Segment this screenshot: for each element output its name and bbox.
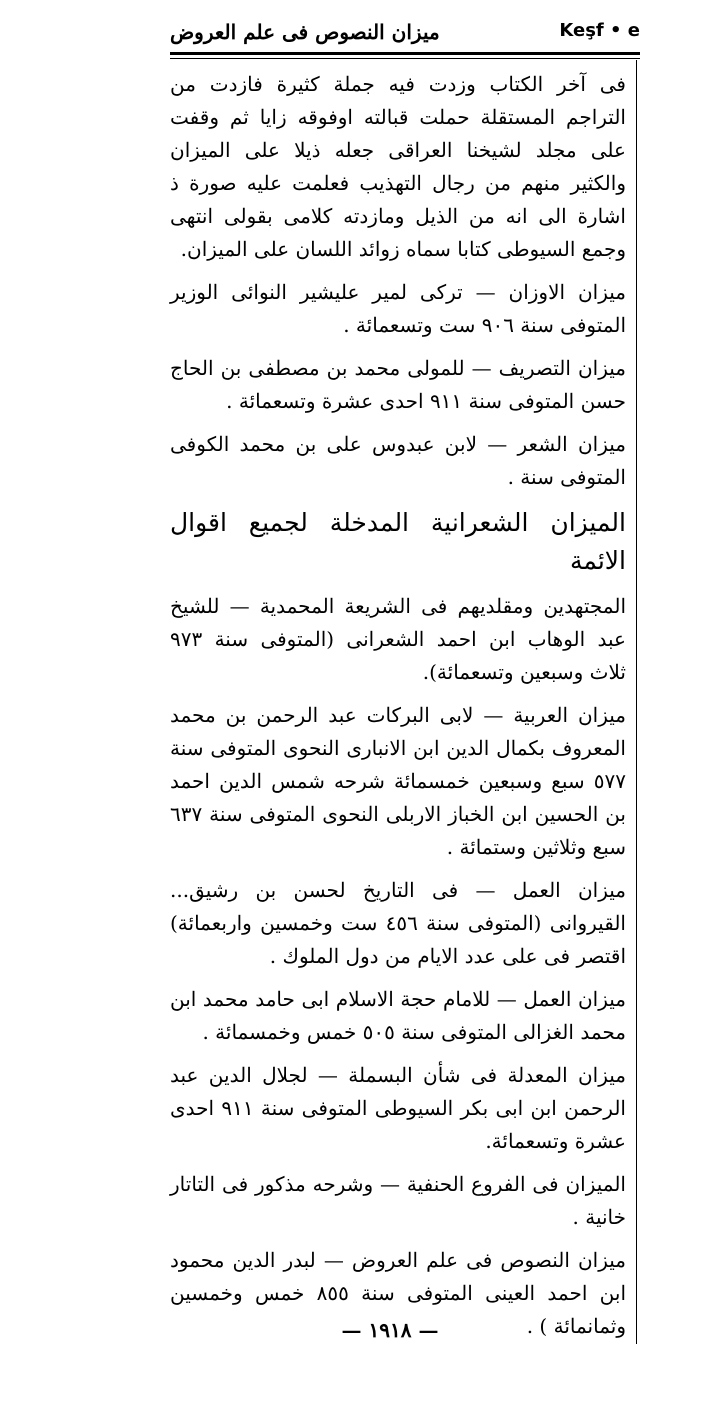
paragraph: ميزان التصريف — للمولى محمد بن مصطفى بن الحاج حسن المتوفى سنة ٩١١ احدى عشرة وتسعمائة . [170, 356, 626, 413]
paragraph: فى آخر الكتاب وزدت فيه جملة كثيرة فازدت من التراجم المستقلة حملت قبالته اوفوقه زايا ثم وقفت على مجلد لشيخنا العراقى جعله ذيلا على الميزان والكثير منهم من رجال التهذيب فعلمت عليه صورة ذ اشارة الى انه من الذيل ومازدته كلامى بقولى انتهى وجمع السيوطى كتابا سماه زوائد اللسان على الميزان. [170, 72, 626, 261]
paragraph: ميزان العمل — فى التاريخ لحسن بن رشيق... القيروانى (المتوفى سنة ٤٥٦ ست وخمسين واربعمائة) اقتصر فى على عدد الايام من دول الملوك . [170, 878, 626, 968]
paragraph: ميزان الشعر — لابن عبدوس على بن محمد الكوفى المتوفى سنة . [170, 432, 626, 489]
header-title: ميزان النصوص فى علم العروض [170, 20, 440, 44]
body-text [170, 68, 626, 1353]
header-label: Keşf • e [559, 20, 640, 41]
paragraph: المجتهدين ومقلديهم فى الشريعة المحمدية — للشيخ عبد الوهاب ابن احمد الشعرانى (المتوفى سنة ٩٧٣ ثلاث وسبعين وتسعمائة). [170, 594, 626, 684]
paragraph: ميزان الاوزان — تركى لمير عليشير النوائى الوزير المتوفى سنة ٩٠٦ ست وتسعمائة . [170, 280, 626, 337]
paragraph: ميزان النصوص فى علم العروض — لبدر الدين محمود ابن احمد العينى المتوفى سنة ٨٥٥ خمس وخمسين وثمانمائة ) . [170, 1248, 626, 1338]
column-rule [636, 60, 637, 1344]
paragraph: ميزان المعدلة فى شأن البسملة — لجلال الدين عبد الرحمن ابن ابى بكر السيوطى المتوفى سنة ٩١١ احدى عشرة وتسعمائة. [170, 1063, 626, 1153]
paragraph: الميزان فى الفروع الحنفية — وشرحه مذكور فى التاتار خانية . [170, 1172, 626, 1229]
paragraph: ميزان العربية — لابى البركات عبد الرحمن بن محمد المعروف بكمال الدين ابن الانبارى النحوى المتوفى سنة ٥٧٧ سبع وسبعين خمسمائة شرحه شمس الدين احمد بن الحسين ابن الخباز الاربلى النحوى المتوفى سنة ٦٣٧ سبع وثلاثين وستمائة . [170, 703, 626, 859]
header-rule [170, 52, 640, 55]
paragraph-heading: الميزان الشعرانية المدخلة لجميع اقوال الائمة [170, 508, 626, 575]
page-number: — ١٩١٨ — [341, 1318, 439, 1342]
paragraph: ميزان العمل — للامام حجة الاسلام ابى حامد محمد ابن محمد الغزالى المتوفى سنة ٥٠٥ خمس وخمسمائة . [170, 987, 626, 1044]
header-rule-thin [170, 58, 640, 59]
running-header [170, 16, 640, 50]
